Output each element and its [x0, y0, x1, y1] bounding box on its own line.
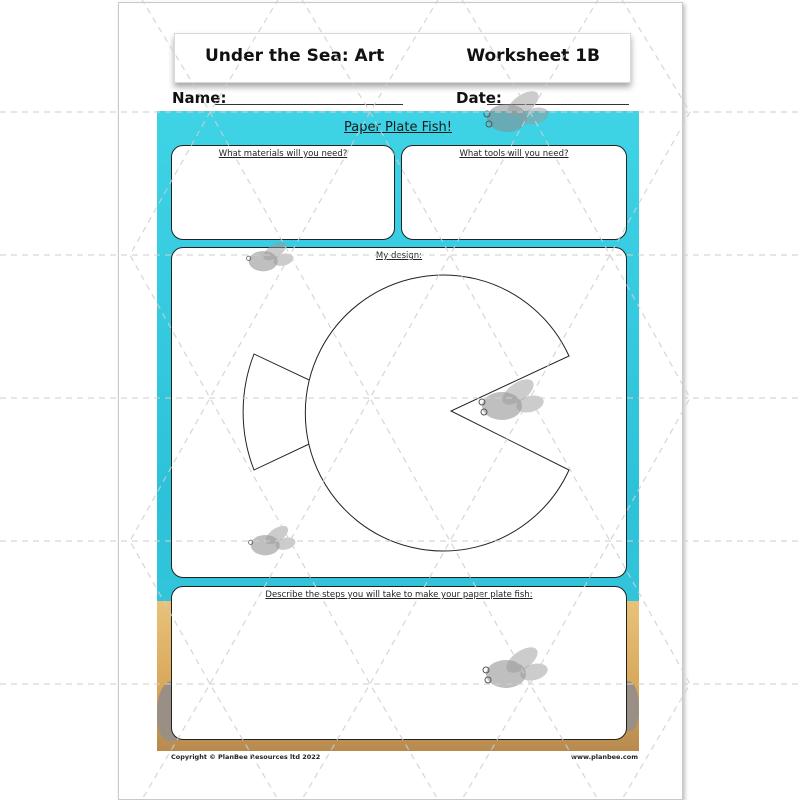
tools-label: What tools will you need? — [459, 149, 569, 159]
fish-template — [172, 248, 626, 577]
design-box[interactable] — [171, 247, 627, 578]
copyright-text: Copyright © PlanBee Resources ltd 2022 — [171, 753, 321, 761]
header-banner — [174, 33, 631, 83]
name-line[interactable] — [215, 104, 403, 105]
sea-background — [157, 111, 639, 751]
bee-watermark-icon — [475, 84, 555, 146]
bee-watermark-icon — [240, 236, 298, 282]
design-label: My design: — [375, 251, 423, 261]
bee-watermark-icon — [242, 520, 300, 566]
bee-watermark-icon — [470, 372, 550, 434]
website-link[interactable]: www.planbee.com — [571, 753, 638, 761]
materials-label: What materials will you need? — [218, 149, 348, 159]
worksheet-title: Paper Plate Fish! — [344, 120, 452, 135]
steps-label: Describe the steps you will take to make your paper plate fish: — [265, 590, 533, 600]
worksheet-page — [118, 2, 683, 800]
materials-box[interactable] — [171, 145, 395, 240]
steps-box[interactable] — [171, 586, 627, 740]
header-title: Under the Sea: Art — [205, 46, 385, 66]
bee-watermark-icon — [474, 640, 554, 702]
worksheet-code: Worksheet 1B — [466, 46, 600, 66]
tools-box[interactable] — [401, 145, 627, 240]
name-label: Name: — [172, 89, 227, 107]
date-label: Date: — [456, 89, 502, 107]
